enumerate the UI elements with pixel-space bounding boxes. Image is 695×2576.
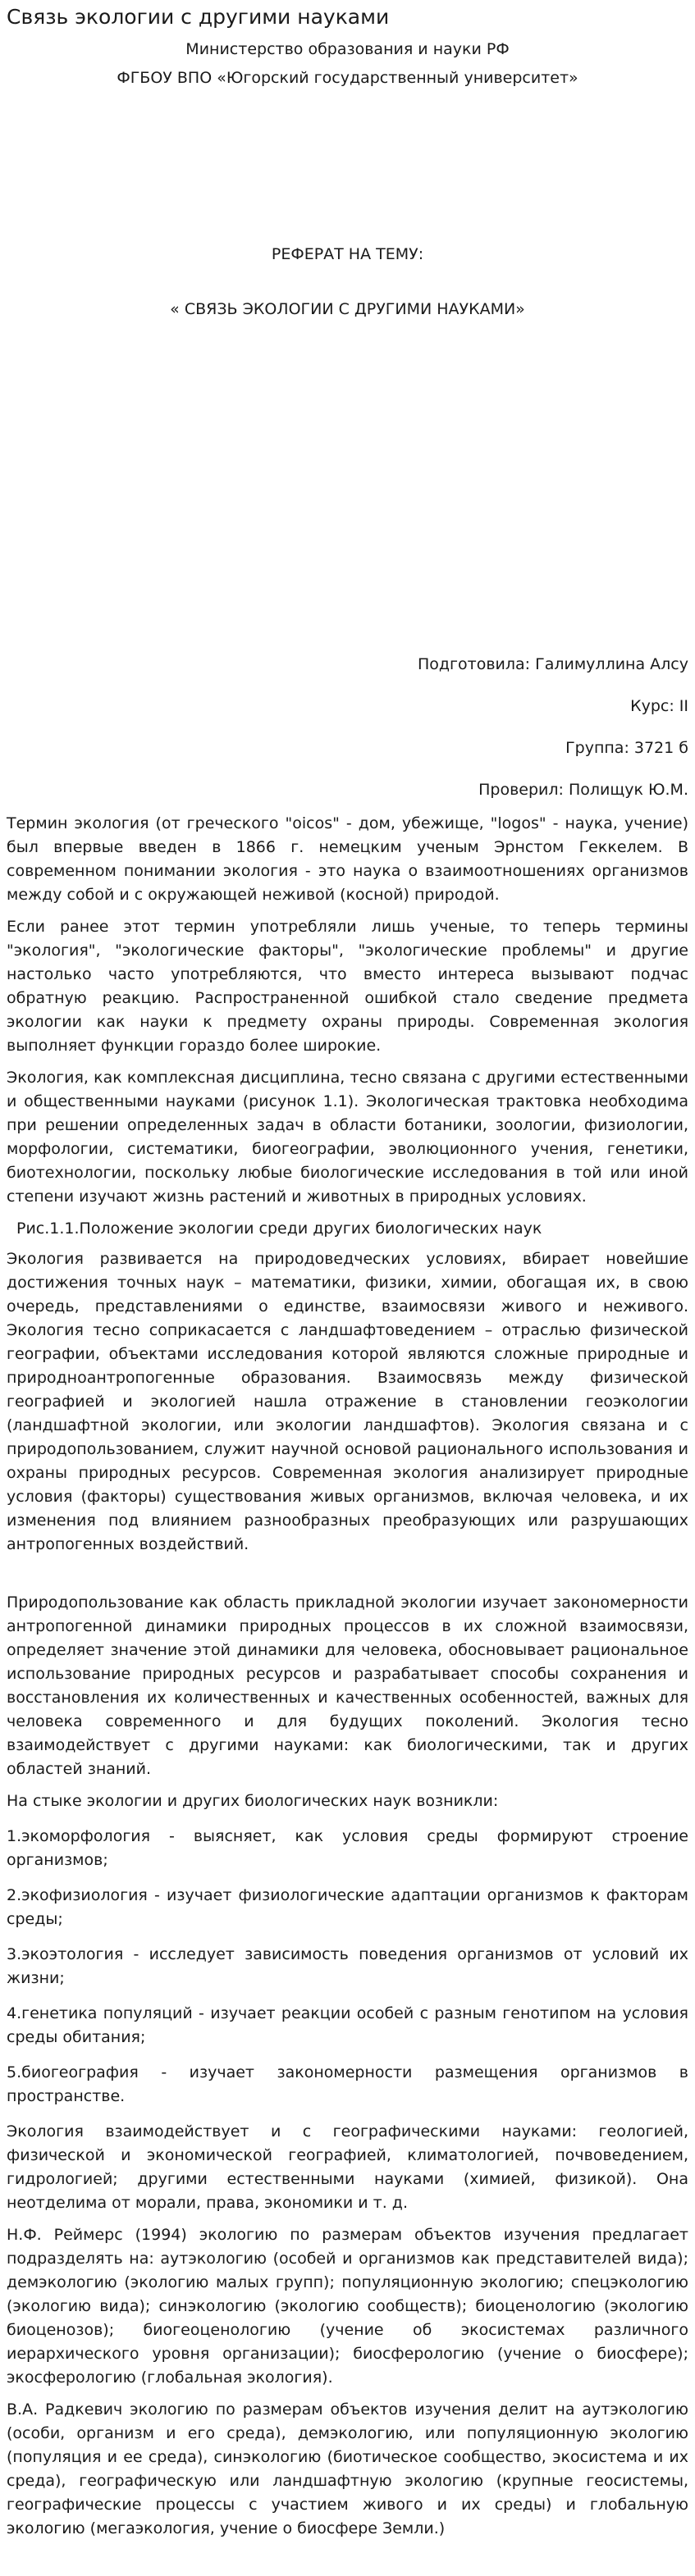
checked-by: Проверил: Полищук Ю.М. <box>478 781 688 799</box>
paragraph-development: Экология развивается на природоведческих условиях, вбирает новейшие достижения точных наук – математики, физики, химии, обогащая их, в свою очередь, представлениями о единстве, взаимосвязи живого и неживого. Экология тесно соприкасается с ландшафтоведением – отраслью физической географии, объектами исследования которой являются сложные природные и природноантропогенные образования. Взаимосвязь между физической географией и экологией нашла отражение в становлении геоэкологии (ландшафтной экологии, или экологии ландшафтов). Экология связана и с природопользованием, служит научной основой рационального использования и охраны природных ресурсов. Современная экология анализирует природные условия (факторы) существования живых организмов, включая человека, и их изменения под влиянием разнообразных преобразующих или разрушающих антропогенных воздействий. <box>7 1250 688 1553</box>
paragraph-nature-use: Природопользование как область прикладной экологии изучает закономерности антропогенной динамики природных процессов в их сложной взаимосвязи, определяет значение этой динамики для человека, обосновывает рациональное использование природных ресурсов и разрабатывает способы сохранения и восстановления их количественных и качественных особенностей, важных для человека современного и для будущих поколений. Экология тесно взаимодействует с другими науками: как биологическими, так и других областей знаний. <box>7 1593 688 1778</box>
page-title: Связь экологии с другими науками <box>7 5 390 29</box>
list-item: 5.биогеография - изучает закономерности размещения организмов в пространстве. <box>7 2063 688 2105</box>
list-item: 3.экоэтология - исследует зависимость поведения организмов от условий их жизни; <box>7 1945 688 1987</box>
prepared-by: Подготовила: Галимуллина Алсу <box>418 655 688 673</box>
ministry-line: Министерство образования и науки РФ <box>185 40 510 58</box>
paragraph-term: Термин экология (от греческого "oicos" - дом, убежище, "logos" - наука, учение) был впервые введен в 1866 г. немецким ученым Эрнстом Геккелем. В современном понимании экология - это наука о взаимоотношениях организмов между собой и с окружающей неживой (косной) природой. <box>7 814 688 904</box>
group: Группа: 3721 б <box>565 739 688 757</box>
list-item: 2.экофизиология - изучает физиологические адаптации организмов к факторам среды; <box>7 1886 688 1928</box>
author-block <box>7 653 688 802</box>
list-item: 1.экоморфология - выясняет, как условия среды формируют строение организмов; <box>7 1827 688 1869</box>
course: Курс: II <box>630 697 688 715</box>
university-line: ФГБОУ ВПО «Югорский государственный университет» <box>117 69 578 87</box>
figure-caption: Рис.1.1.Положение экологии среди других биологических наук <box>16 1220 542 1238</box>
report-heading: РЕФЕРАТ НА ТЕМУ: <box>271 245 424 263</box>
paragraph-radkevich: В.А. Радкевич экологию по размерам объектов изучения делит на аутэкологию (особи, организм и его среда), демэкологию, или популяционную экологию (популяция и ее среда), синэкологию (биотическое сообщество, экосистема и их среда), географическую или ландшафтную экологию (крупные геосистемы, географические процессы с участием живого и их среды) и глобальную экологию (мегаэкология, учение о биосфере Земли.) <box>7 2400 688 2537</box>
paragraph-discipline: Экология, как комплексная дисциплина, тесно связана с другими естественными и общественными науками (рисунок 1.1). Экологическая трактовка необходима при решении определенных задач в области ботаники, зоологии, физиологии, морфологии, систематики, биогеографии, эволюционного учения, генетики, биотехнологии, поскольку любые биологические исследования в той или иной степени изучают жизнь растений и животных в природных условиях. <box>7 1069 688 1206</box>
list-item: 4.генетика популяций - изучает реакции особей с разным генотипом на условия среды обитания; <box>7 2004 688 2046</box>
list-heading: На стыке экологии и других биологических наук возникли: <box>7 1792 499 1810</box>
paragraph-usage: Если ранее этот термин употребляли лишь ученые, то теперь термины "экология", "экологические факторы", "экологические проблемы" и другие настолько часто употребляются, что вместо интереса вызывают подчас обратную реакцию. Распространенной ошибкой стало сведение предмета экологии как науки к предмету охраны природы. Современная экология выполняет функции гораздо более широкие. <box>7 918 688 1055</box>
paragraph-geography: Экология взаимодействует и с географическими науками: геологией, физической и экономической географией, климатологией, почвоведением, гидрологией; другими естественными науками (химией, физикой). Она неотделима от морали, права, экономики и т. д. <box>7 2122 688 2212</box>
report-topic: « СВЯЗЬ ЭКОЛОГИИ С ДРУГИМИ НАУКАМИ» <box>170 300 525 318</box>
spacer <box>7 1565 688 1591</box>
paragraph-reimers: Н.Ф. Реймерс (1994) экологию по размерам объектов изучения предлагает подразделять на: аутэкологию (особей и организмов как представителей вида); демэкологию (экологию малых групп); популяционную экологию; спецэкологию (экологию вида); синэкологию (экологию сообществ); биоценологию (экологию биоценозов); биогеоценологию (учение об экосистемах различного иерархического уровня организации); биосферологию (учение о биосфере); экосферологию (глобальная экология). <box>7 2226 688 2387</box>
